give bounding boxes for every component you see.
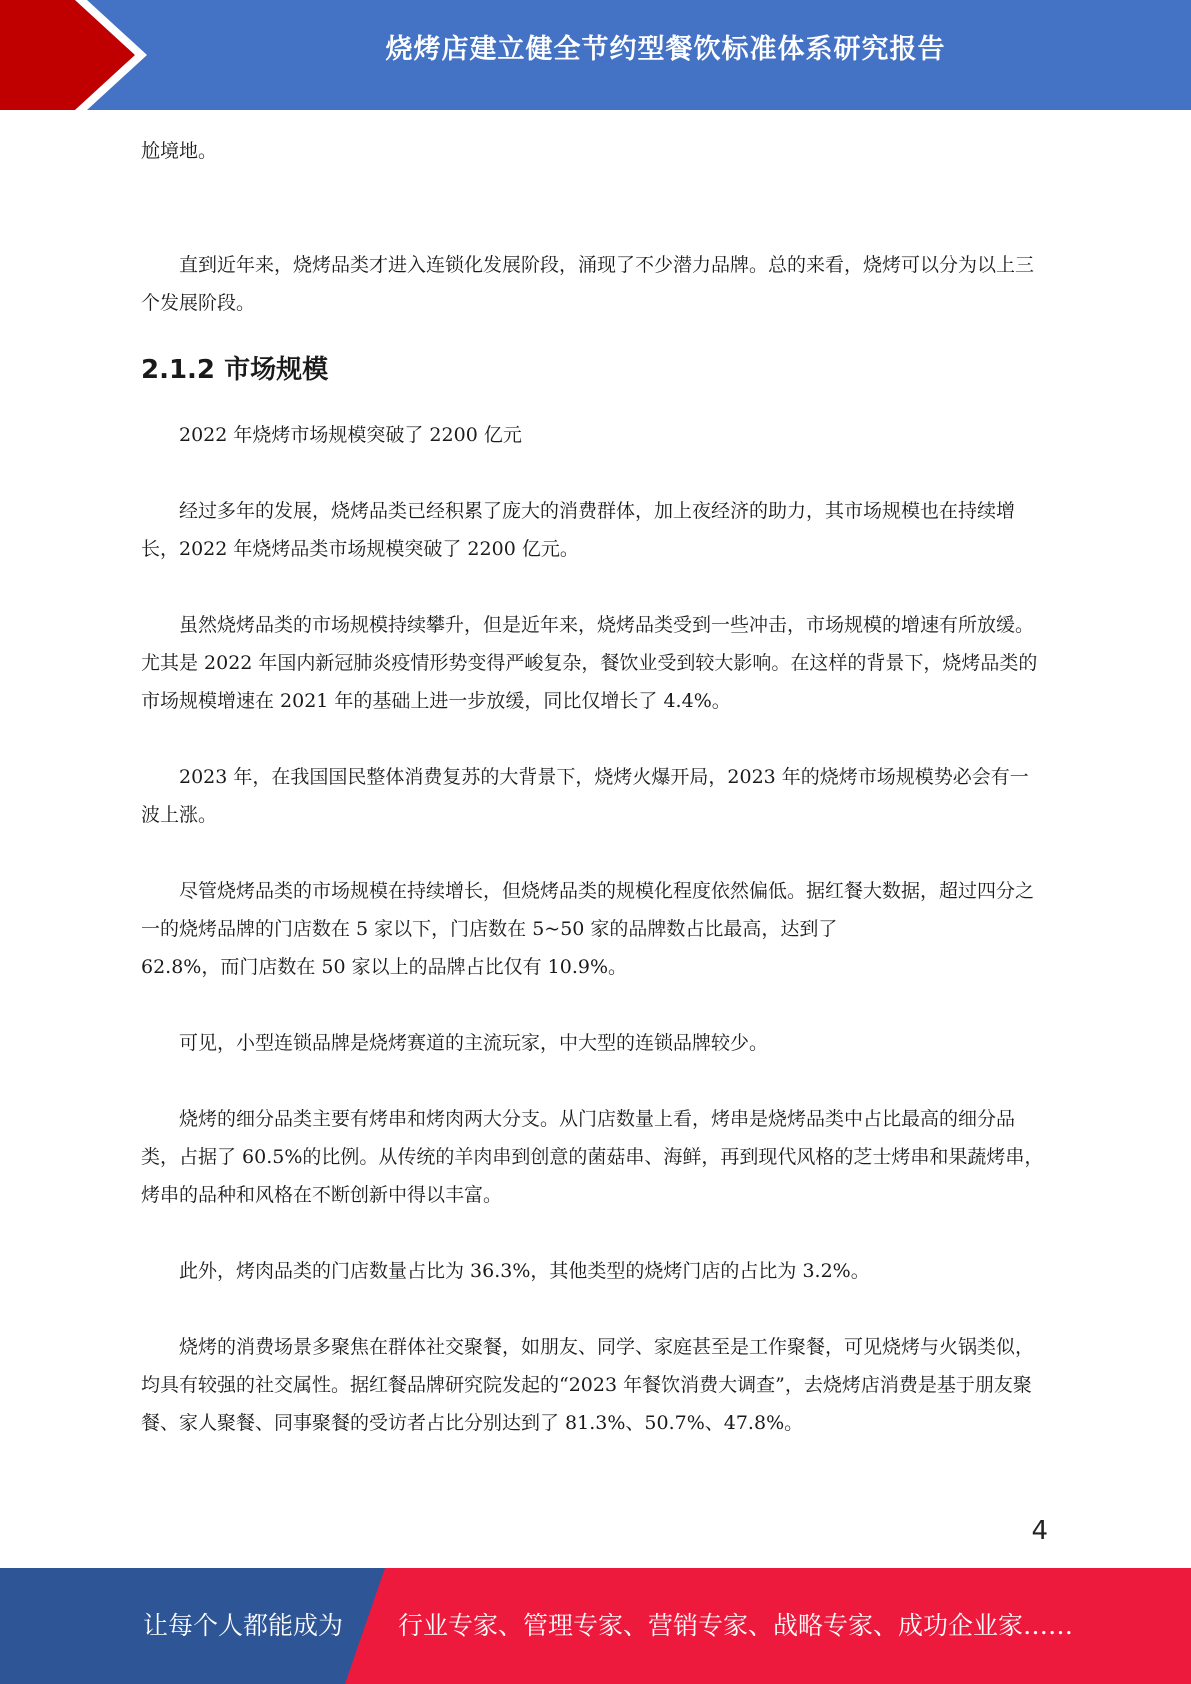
- paragraph: 经过多年的发展，烧烤品类已经积累了庞大的消费群体，加上夜经济的助力，其市场规模也在持续增长，2022 年烧烤品类市场规模突破了 2200 亿元。: [141, 500, 1016, 560]
- paragraph: 烧烤的消费场景多聚焦在群体社交聚餐，如朋友、同学、家庭甚至是工作聚餐，可见烧烤与火锅类似，均具有较强的社交属性。据红餐品牌研究院发起的“2023 年餐饮消费大调查”，去烧烤店消费是基于朋友聚餐、家人聚餐、同事聚餐的受访者占比分别达到了 81.3%、50.7%、47.8%。: [141, 1336, 1035, 1434]
- footer-banner: [0, 1568, 1191, 1684]
- document-title: 烧烤店建立健全节约型餐饮标准体系研究报告: [385, 34, 946, 65]
- paragraph: 2023 年，在我国国民整体消费复苏的大背景下，烧烤火爆开局，2023 年的烧烤市场规模势必会有一波上涨。: [141, 766, 1029, 826]
- paragraph: 可见，小型连锁品牌是烧烤赛道的主流玩家，中大型的连锁品牌较少。: [179, 1032, 769, 1054]
- paragraph-continuation: 62.8%，而门店数在 50 家以上的品牌占比仅有 10.9%。: [141, 956, 628, 978]
- header-banner: [0, 0, 1191, 110]
- footer-slogan-left: 让每个人都能成为: [143, 1611, 344, 1640]
- paragraph: 此外，烤肉品类的门店数量占比为 36.3%，其他类型的烧烤门店的占比为 3.2%。: [179, 1260, 870, 1282]
- paragraph: 2022 年烧烤市场规模突破了 2200 亿元: [179, 424, 522, 446]
- paragraph: 虽然烧烤品类的市场规模持续攀升，但是近年来，烧烤品类受到一些冲击，市场规模的增速有所放缓。尤其是 2022 年国内新冠肺炎疫情形势变得严峻复杂，餐饮业受到较大影响。在这样的背景下，烧烤品类的市场规模增速在 2021 年的基础上进一步放缓，同比仅增长了 4.4%。: [141, 614, 1038, 712]
- paragraph-continuation: 尬境地。: [141, 140, 218, 162]
- header-arrow-decoration: [0, 0, 160, 110]
- page-number: 4: [1031, 1516, 1048, 1546]
- paragraph: 尽管烧烤品类的市场规模在持续增长，但烧烤品类的规模化程度依然偏低。据红餐大数据，超过四分之一的烧烤品牌的门店数在 5 家以下，门店数在 5~50 家的品牌数占比最高，达到了: [141, 880, 1035, 940]
- footer-slogan-right: 行业专家、管理专家、营销专家、战略专家、成功企业家……: [398, 1611, 1074, 1640]
- paragraph: 烧烤的细分品类主要有烤串和烤肉两大分支。从门店数量上看，烤串是烧烤品类中占比最高的细分品类，占据了 60.5%的比例。从传统的羊肉串到创意的菌菇串、海鲜，再到现代风格的芝士烤串和果蔬烤串，烤串的品种和风格在不断创新中得以丰富。: [141, 1108, 1044, 1206]
- paragraph: 直到近年来，烧烤品类才进入连锁化发展阶段，涌现了不少潜力品牌。总的来看，烧烤可以分为以上三个发展阶段。: [141, 254, 1035, 314]
- main-content: [141, 132, 1046, 1442]
- section-heading: 2.1.2 市场规模: [141, 355, 329, 385]
